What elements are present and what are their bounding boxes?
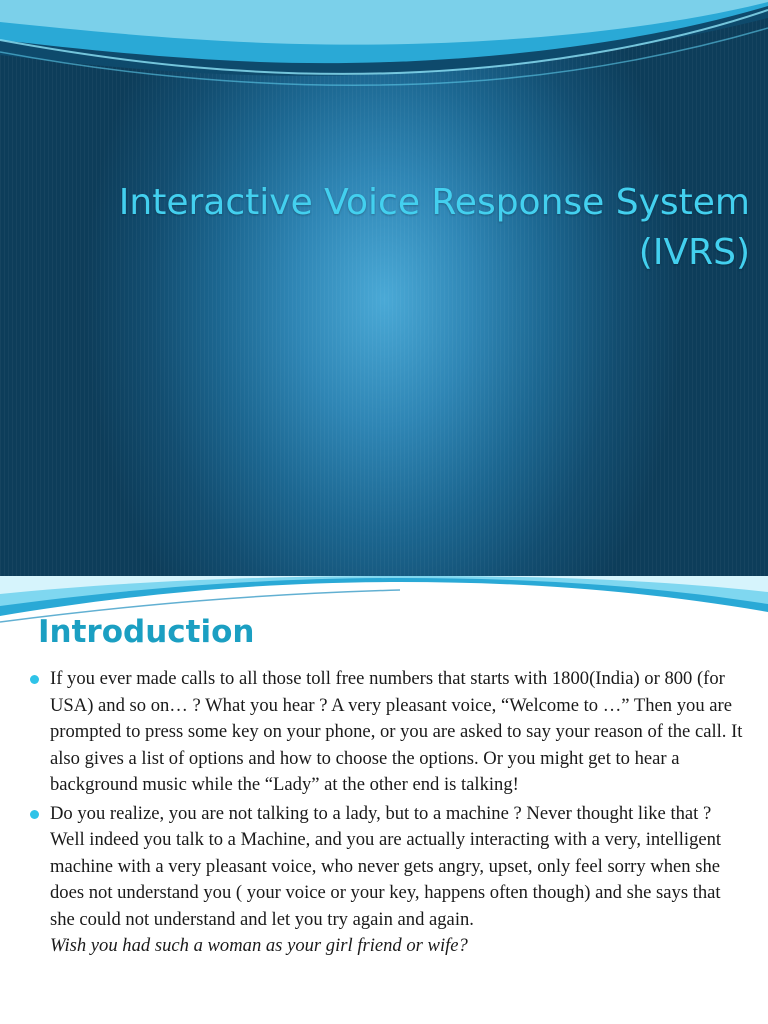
bullet-text: If you ever made calls to all those toll free numbers that starts with 1800(India) or 800 (for USA) and so on… ? What you hear ? A very pleasant voice, “Welcome to …” Then you are prompted to press some key on your phone, or you are asked to say your reason of the call. It also gives a list of options and how to choose the options. Or you might get to hear a background music while the “Lady” at the other end is talking!	[50, 668, 743, 795]
bullet-dot-icon	[30, 675, 39, 684]
list-item	[30, 801, 750, 960]
bullet-text: Do you realize, you are not talking to a lady, but to a machine ? Never thought like that ? Well indeed you talk to a Machine, and you are actually interacting with a very, intelligent machine with a very pleasant voice, who never gets angry, upset, only feel sorry when she does not understand you ( your voice or your key, happens often though) and she says that she could not understand and let you try again and again.	[50, 802, 722, 930]
top-wave-decoration	[0, 0, 768, 110]
slide-title	[30, 178, 750, 278]
list-item	[30, 666, 750, 799]
bullet-list	[30, 666, 750, 962]
section-heading: Introduction	[38, 614, 255, 650]
introduction-slide	[0, 576, 768, 1024]
bullet-dot-icon	[30, 810, 39, 819]
title-line-2: (IVRS)	[638, 232, 750, 273]
bullet-italic-text: Wish you had such a woman as your girl friend or wife?	[50, 935, 468, 956]
title-line-1: Interactive Voice Response System	[118, 182, 750, 223]
